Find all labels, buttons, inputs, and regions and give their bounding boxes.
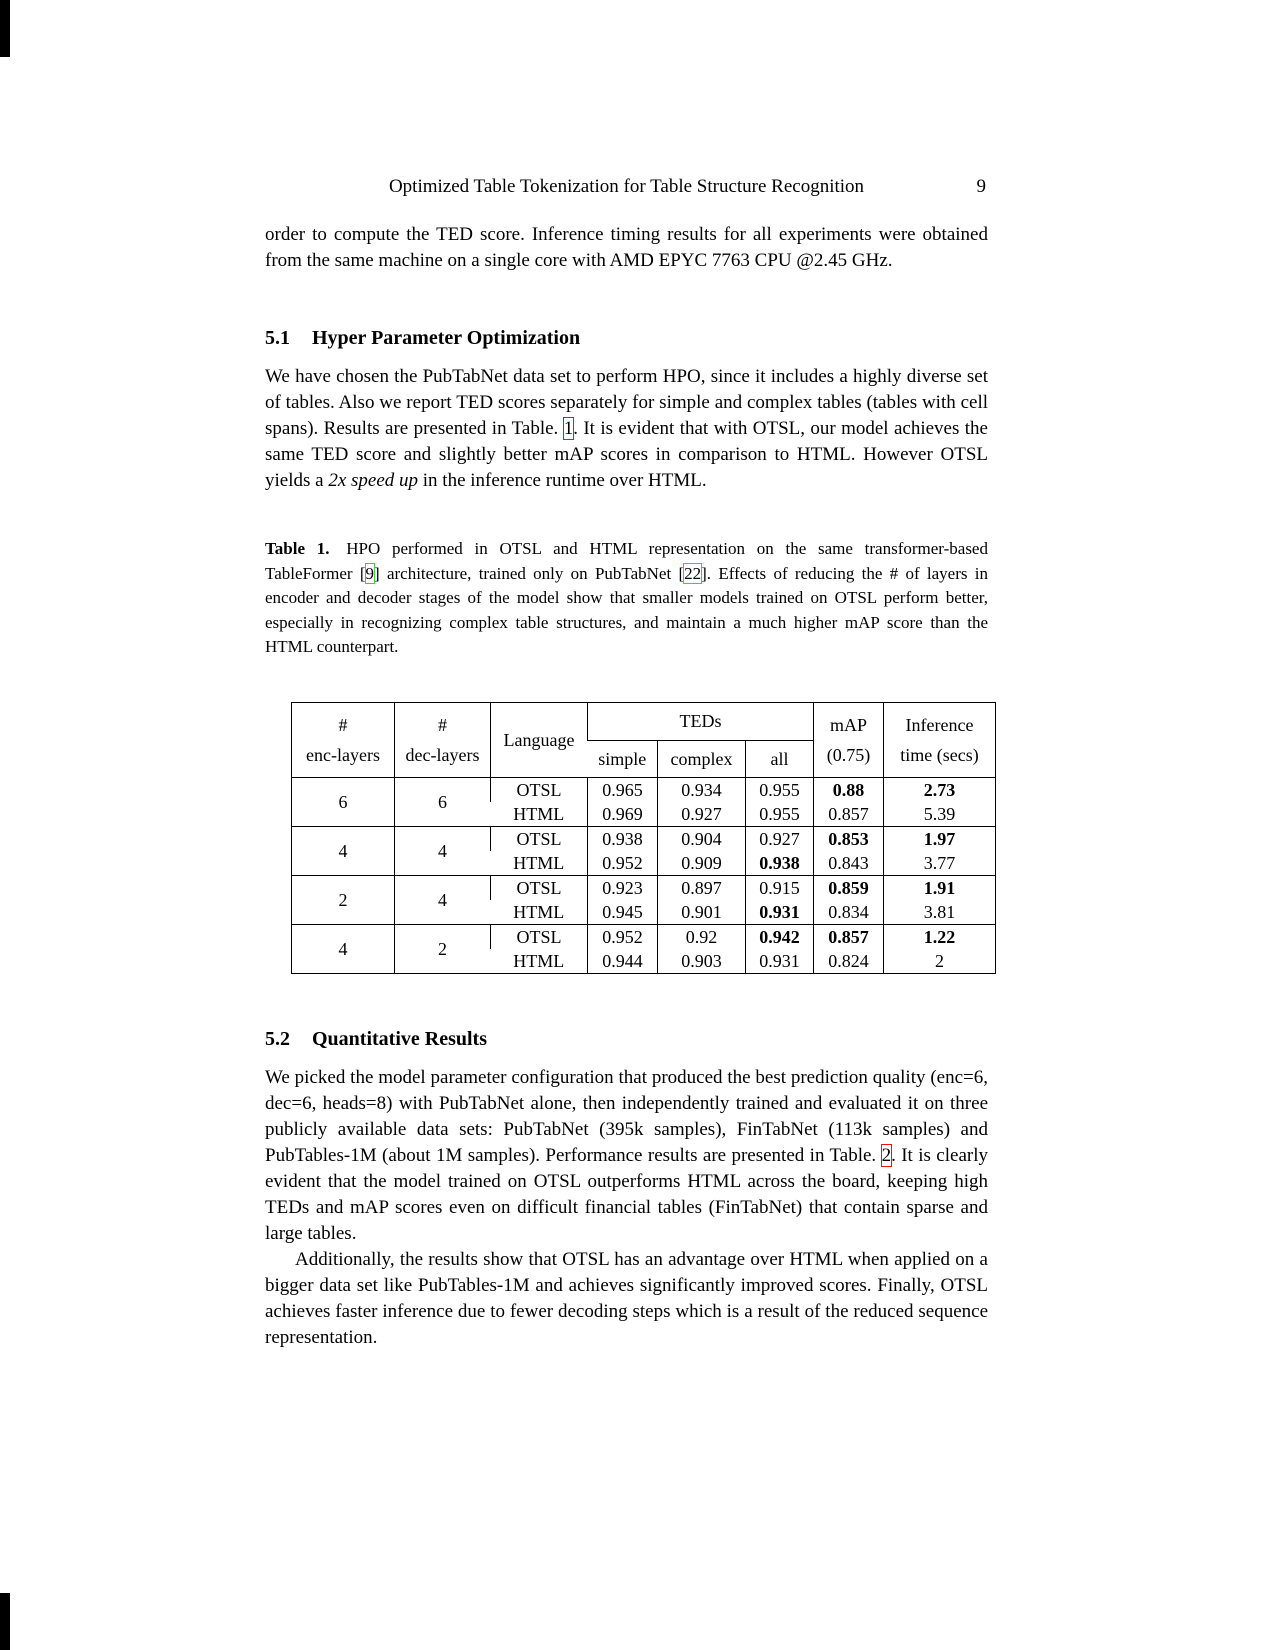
table-row <box>292 827 996 852</box>
col-header-enc-layers <box>292 703 395 778</box>
metric-value: 0.934 <box>658 778 746 803</box>
language-cell: OTSL <box>491 827 588 852</box>
metric-value: 0.927 <box>746 827 814 852</box>
metric-value: 0.927 <box>658 802 746 827</box>
metric-value: 2 <box>884 949 996 974</box>
metric-value: 0.923 <box>588 876 658 901</box>
text-segment: ]. Effects of reducing the # of layers in encoder and decoder stages of the model show that smaller models trained on OTSL perform better, especially in recognizing complex table structures, and maintain a much higher mAP score than the HTML counterpart. <box>265 563 988 657</box>
metric-value: 0.901 <box>658 900 746 925</box>
metric-value: 0.955 <box>746 802 814 827</box>
metric-value: 0.843 <box>814 851 884 876</box>
text-segment: in the inference runtime over HTML. <box>418 470 707 491</box>
metric-value: 0.904 <box>658 827 746 852</box>
map-label: mAP <box>830 715 868 735</box>
paragraph-section-51 <box>265 364 988 494</box>
dec-layers-label: dec-layers <box>405 745 480 765</box>
enc-layers-label: enc-layers <box>306 745 380 765</box>
metric-value: 0.945 <box>588 900 658 925</box>
metric-value: 0.903 <box>658 949 746 974</box>
text-segment: . It is evident that with OTSL, our model achieves the same TED score and slightly better mAP scores in comparison to HTML. However OTSL yields a <box>265 418 988 491</box>
metric-value: 0.853 <box>814 827 884 852</box>
enc-layers-value: 6 <box>292 778 395 827</box>
language-cell: HTML <box>513 804 565 824</box>
metric-value: 0.952 <box>588 925 658 950</box>
text-segment: HPO performed in OTSL and HTML representation on the same transformer-based TableFormer [ <box>265 539 988 583</box>
metric-value: 0.857 <box>814 925 884 950</box>
text-segment: order to compute the TED score. Inference timing results for all experiments were obtained from the same machine on a single core with AMD EPYC 7763 CPU @2.45 GHz. <box>265 224 988 271</box>
metric-value: 0.857 <box>814 802 884 827</box>
section-51-heading <box>265 327 580 350</box>
inference-label: Inference <box>905 715 974 735</box>
text-segment: Additionally, the results show that OTSL has an advantage over HTML when applied on a bigger data set like PubTables-1M and achieves significantly improved scores. Finally, OTSL achieves faster inference due to fewer decoding steps which is a result of the reduced sequence representation. <box>265 1249 988 1348</box>
table-row <box>292 876 996 901</box>
section-title: Quantitative Results <box>312 1028 487 1050</box>
text-segment: We picked the model parameter configuration that produced the best prediction quality (enc=6, dec=6, heads=8) with PubTabNet alone, then independently trained and evaluated it on three publicly available data sets: PubTabNet (395k samples), FinTabNet (113k samples) and PubTables-1M (about 1M samples). Performance results are presented in Table. <box>265 1067 988 1166</box>
section-52-heading <box>265 1028 487 1051</box>
col-header-teds-simple: simple <box>598 748 647 769</box>
text-segment: 2x speed up <box>328 470 419 491</box>
enc-layers-value: 2 <box>292 876 395 925</box>
dec-layers-value: 4 <box>395 827 491 876</box>
metric-value: 0.944 <box>588 949 658 974</box>
metric-value: 1.97 <box>884 827 996 852</box>
language-cell: HTML <box>513 902 565 922</box>
metric-value: 0.834 <box>814 900 884 925</box>
scan-artifact-top-left <box>0 0 10 57</box>
citation-link[interactable]: 9 <box>365 563 374 583</box>
dec-layers-value: 4 <box>395 876 491 925</box>
metric-value: 2.73 <box>884 778 996 803</box>
metric-value: 0.859 <box>814 876 884 901</box>
text-segment: . It is clearly evident that the model trained on OTSL outperforms HTML across the board, keeping high TEDs and mAP scores even on difficult financial tables (FinTabNet) that contain sparse and large tables. <box>265 1145 988 1244</box>
paragraph-intro <box>265 222 988 274</box>
running-header <box>265 176 988 198</box>
col-header-inference <box>884 703 996 778</box>
paragraph-section-52-first <box>265 1065 988 1247</box>
text-segment: ] architecture, trained only on PubTabNet [ <box>374 563 685 583</box>
table-ref-link[interactable]: 2 <box>881 1145 892 1166</box>
metric-value: 0.952 <box>588 851 658 876</box>
metric-value: 0.897 <box>658 876 746 901</box>
table-ref-link[interactable]: 1 <box>563 418 574 439</box>
language-cell: HTML <box>513 853 565 873</box>
metric-value: 0.931 <box>746 900 814 925</box>
col-header-map <box>814 703 884 778</box>
page-number: 9 <box>976 176 986 197</box>
section-number: 5.2 <box>265 1028 290 1050</box>
col-header-teds-complex: complex <box>658 741 746 778</box>
table-row <box>292 778 996 803</box>
metric-value: 0.969 <box>588 802 658 827</box>
col-header-dec-layers <box>395 703 491 778</box>
col-header-teds: TEDs <box>588 703 814 741</box>
text-segment: We have chosen the PubTabNet data set to perform HPO, since it includes a highly diverse set of tables. Also we report TED scores separately for simple and complex tables (tables with cell spans). Results are presented in Table. <box>265 366 988 439</box>
scan-artifact-bottom-left <box>0 1593 10 1650</box>
text-segment: Table 1. <box>265 539 330 558</box>
map-threshold-label: (0.75) <box>826 745 871 765</box>
metric-value: 0.92 <box>658 925 746 950</box>
hash-symbol: # <box>338 715 348 735</box>
metric-value: 3.81 <box>884 900 996 925</box>
paragraph-section-52-second <box>265 1247 988 1351</box>
table1-container <box>291 702 996 974</box>
citation-link[interactable]: 22 <box>684 563 702 583</box>
dec-layers-value: 2 <box>395 925 491 974</box>
metric-value: 0.938 <box>588 827 658 852</box>
language-cell: OTSL <box>491 925 588 950</box>
metric-value: 0.942 <box>746 925 814 950</box>
section-number: 5.1 <box>265 327 290 349</box>
metric-value: 0.88 <box>814 778 884 803</box>
section-52-text <box>265 1065 988 1351</box>
running-header-title: Optimized Table Tokenization for Table Structure Recognition <box>388 176 865 197</box>
language-cell: OTSL <box>491 876 588 901</box>
inference-unit-label: time (secs) <box>900 745 979 765</box>
enc-layers-value: 4 <box>292 925 395 974</box>
metric-value: 5.39 <box>884 802 996 827</box>
col-header-language: Language <box>491 703 588 778</box>
metric-value: 1.22 <box>884 925 996 950</box>
col-header-teds-all: all <box>746 741 814 778</box>
metric-value: 1.91 <box>884 876 996 901</box>
dec-layers-value: 6 <box>395 778 491 827</box>
metric-value: 0.931 <box>746 949 814 974</box>
table-row <box>292 925 996 950</box>
metric-value: 0.955 <box>746 778 814 803</box>
language-cell: HTML <box>513 951 565 971</box>
hash-symbol: # <box>438 715 447 735</box>
hpo-results-table <box>291 702 996 974</box>
section-title: Hyper Parameter Optimization <box>312 327 581 349</box>
language-cell: OTSL <box>491 778 588 803</box>
enc-layers-value: 4 <box>292 827 395 876</box>
metric-value: 3.77 <box>884 851 996 876</box>
metric-value: 0.965 <box>588 778 658 803</box>
metric-value: 0.915 <box>746 876 814 901</box>
metric-value: 0.824 <box>814 949 884 974</box>
metric-value: 0.909 <box>658 851 746 876</box>
metric-value: 0.938 <box>746 851 814 876</box>
table1-caption <box>265 537 988 660</box>
